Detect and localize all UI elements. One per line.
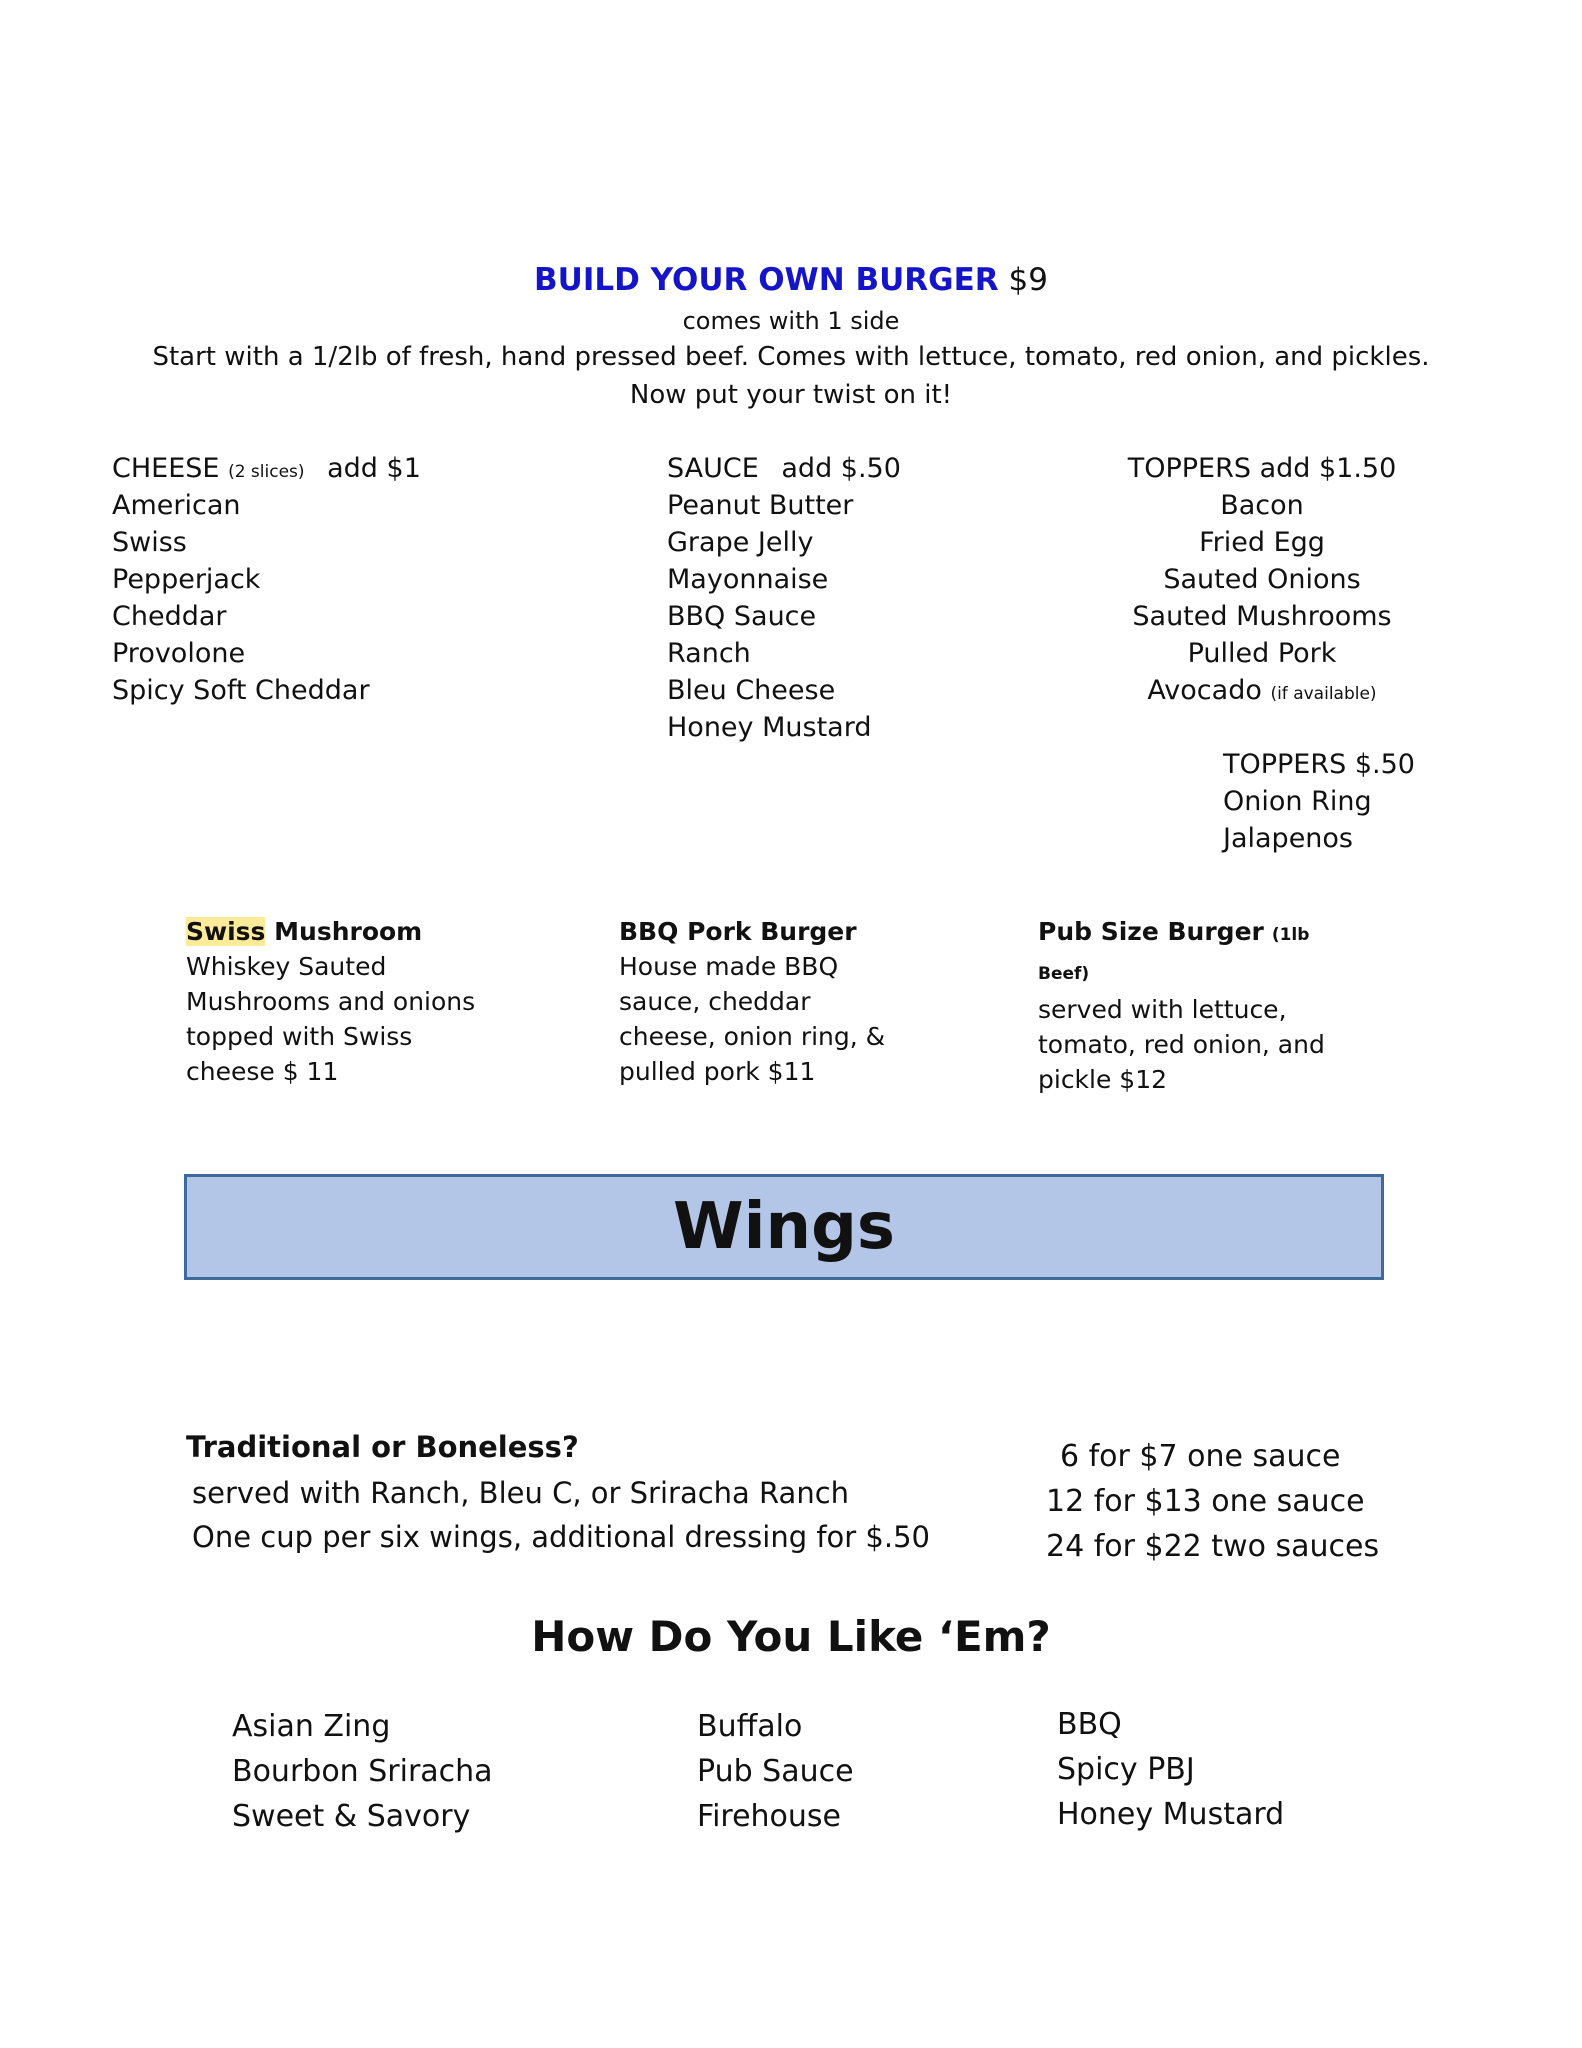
flavor-item: Firehouse (697, 1799, 842, 1834)
avocado-note: (if available) (1270, 684, 1377, 704)
avocado-label: Avocado (1147, 675, 1262, 706)
flavor-item: Honey Mustard (1057, 1797, 1285, 1832)
sauce-item: Peanut Butter (667, 490, 854, 521)
topper-item: Sauted Onions (1163, 564, 1361, 595)
flavor-item: Spicy PBJ (1057, 1752, 1195, 1787)
cheese-section (112, 450, 421, 709)
flavor-item: Asian Zing (232, 1709, 391, 1744)
topper2-item: Onion Ring (1223, 786, 1372, 817)
cheese-header (112, 450, 421, 487)
swiss-name-rest: Mushroom (265, 917, 423, 946)
flavor-item: Sweet & Savory (232, 1799, 471, 1834)
sauce-item: BBQ Sauce (667, 601, 817, 632)
signature-swiss-mushroom (186, 914, 506, 1089)
sauce-header (667, 450, 901, 487)
cheese-item: Swiss (112, 527, 187, 558)
bbq-pork-name: BBQ Pork Burger (619, 917, 857, 946)
wings-served: served with Ranch, Bleu C, or Sriracha Ranch (192, 1476, 850, 1510)
sauce-section (667, 450, 901, 746)
swiss-mushroom-name (186, 914, 506, 949)
sauce-item: Mayonnaise (667, 564, 829, 595)
flavors-col-3 (1057, 1702, 1284, 1837)
pub-size-name (1038, 914, 1338, 992)
wings-price-12: 12 for $13 one sauce (1046, 1484, 1365, 1519)
toppers-title: TOPPERS add $1.50 (1127, 453, 1397, 484)
topper-item: Fried Egg (1199, 527, 1325, 558)
sauce-item: Grape Jelly (667, 527, 814, 558)
flavor-item: Pub Sauce (697, 1754, 854, 1789)
cheese-price: add $1 (327, 453, 421, 484)
bbq-pork-desc: House made BBQ sauce, cheddar cheese, onion ring, & pulled pork $11 (619, 952, 886, 1086)
toppers2-title: TOPPERS $.50 (1223, 749, 1415, 780)
burger-description: Start with a 1/2lb of fresh, hand pressed beef. Comes with lettuce, tomato, red onion, and pickles. (152, 342, 1430, 372)
cheese-title: CHEESE (112, 453, 220, 484)
wings-price-24: 24 for $22 two sauces (1046, 1529, 1380, 1564)
sauce-price: add $.50 (781, 453, 901, 484)
flavor-item: Bourbon Sriracha (232, 1754, 493, 1789)
sauce-title: SAUCE (667, 453, 759, 484)
toppers-section (1112, 450, 1412, 709)
menu-title (0, 262, 1582, 298)
topper-item: Sauted Mushrooms (1132, 601, 1392, 632)
topper-item: Bacon (1220, 490, 1304, 521)
cheese-item: Pepperjack (112, 564, 261, 595)
topper-item: Pulled Pork (1187, 638, 1337, 669)
signature-bbq-pork (619, 914, 909, 1089)
swiss-mushroom-desc: Whiskey Sauted Mushrooms and onions topped with Swiss cheese $ 11 (186, 952, 476, 1086)
burger-title: BUILD YOUR OWN BURGER (534, 262, 999, 298)
cheese-item: American (112, 490, 241, 521)
cheese-note: (2 slices) (228, 462, 305, 482)
cheese-item: Spicy Soft Cheddar (112, 675, 370, 706)
burger-tagline: Now put your twist on it! (629, 380, 953, 410)
cheese-item: Provolone (112, 638, 246, 669)
topper2-item: Jalapenos (1223, 823, 1354, 854)
flavors-col-2 (697, 1704, 854, 1839)
pub-size-note: (1lb Beef) (1038, 925, 1310, 984)
burger-price: $9 (1008, 262, 1048, 298)
burger-subtitle: comes with 1 side (682, 307, 900, 335)
wings-prices (1046, 1434, 1379, 1569)
pub-size-desc: served with lettuce, tomato, red onion, and pickle $12 (1038, 995, 1325, 1094)
toppers2-section (1223, 746, 1415, 857)
sauce-item: Ranch (667, 638, 751, 669)
wings-banner (184, 1174, 1384, 1280)
sauce-item: Bleu Cheese (667, 675, 836, 706)
topper-item-avocado (1112, 672, 1412, 709)
signature-pub-size (1038, 914, 1338, 1097)
flavor-item: Buffalo (697, 1709, 803, 1744)
wings-cup-note: One cup per six wings, additional dressing for $.50 (192, 1520, 930, 1554)
cheese-item: Cheddar (112, 601, 227, 632)
wings-how-title: How Do You Like ‘Em? (531, 1612, 1051, 1661)
flavor-item: BBQ (1057, 1707, 1122, 1742)
wings-price-6: 6 for $7 one sauce (1060, 1439, 1341, 1474)
swiss-highlight: Swiss (186, 917, 266, 946)
pub-size-title: Pub Size Burger (1038, 917, 1264, 946)
wings-banner-title: Wings (673, 1190, 895, 1264)
sauce-item: Honey Mustard (667, 712, 872, 743)
wings-question: Traditional or Boneless? (186, 1430, 579, 1464)
flavors-col-1 (232, 1704, 493, 1839)
